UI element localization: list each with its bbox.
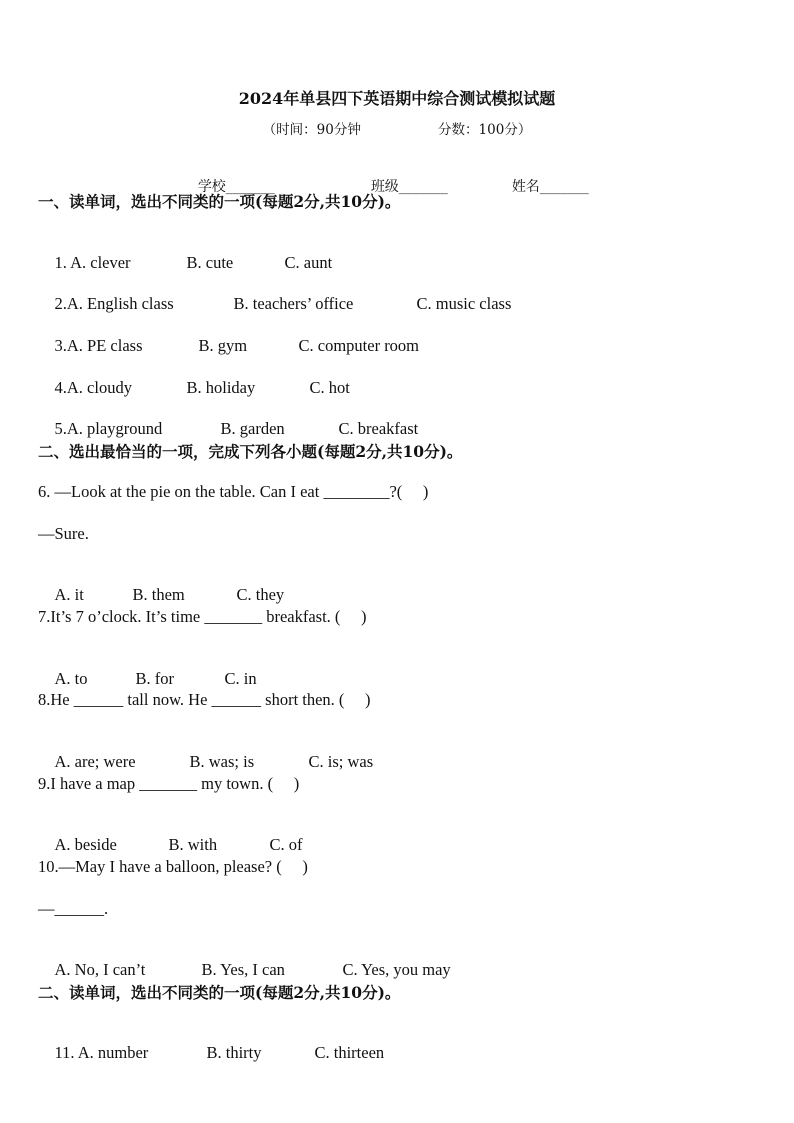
q7-option-a: A. to (54, 669, 88, 688)
section-3-heading: 二、读单词，选出不同类的一项(每题2分,共10分)。 (38, 983, 401, 1002)
q8-option-c: C. is; was (308, 752, 374, 771)
q2-option-c: C. music class (416, 294, 512, 313)
q5-option-b: B. garden (220, 419, 285, 438)
q11-option-a: 11. A. number (54, 1043, 149, 1062)
q10-option-a: A. No, I can’t (54, 960, 146, 979)
page-title: 2024年单县四下英语期中综合测试模拟试题 (238, 89, 556, 108)
section-2-heading: 二、选出最恰当的一项，完成下列各小题(每题2分,共10分)。 (38, 442, 463, 461)
q8-option-a: A. are; were (54, 752, 136, 771)
question-10-reply: —______. (38, 899, 109, 918)
q10-option-c: C. Yes, you may (342, 960, 451, 979)
school-field: 学校_______ (197, 179, 275, 195)
q2-option-b: B. teachers’ office (233, 294, 354, 313)
question-11 (38, 1023, 384, 1083)
q11-option-b: B. thirty (206, 1043, 262, 1062)
q6-option-b: B. them (132, 585, 185, 604)
q4-option-c: C. hot (309, 378, 350, 397)
q3-option-c: C. computer room (298, 336, 420, 355)
q8-option-b: B. was; is (189, 752, 255, 771)
q2-option-a: 2.A. English class (54, 294, 174, 313)
q1-option-a: 1. A. clever (54, 253, 131, 272)
q9-option-b: B. with (168, 835, 218, 854)
q9-option-c: C. of (269, 835, 303, 854)
question-6-stem: 6. —Look at the pie on the table. Can I eat ________?( ) (38, 482, 429, 501)
q10-option-b: B. Yes, I can (201, 960, 285, 979)
exam-time-score: （时间：90分钟 分数：100分） (262, 122, 532, 138)
q1-option-c: C. aunt (284, 253, 333, 272)
question-8-stem: 8.He ______ tall now. He ______ short then. ( ) (38, 690, 371, 709)
q11-option-c: C. thirteen (314, 1043, 385, 1062)
q4-option-b: B. holiday (186, 378, 256, 397)
q6-option-a: A. it (54, 585, 84, 604)
q5-option-a: 5.A. playground (54, 419, 163, 438)
question-9-stem: 9.I have a map _______ my town. ( ) (38, 774, 300, 793)
q3-option-b: B. gym (198, 336, 248, 355)
q4-option-a: 4.A. cloudy (54, 378, 132, 397)
q7-option-b: B. for (135, 669, 174, 688)
q6-option-c: C. they (236, 585, 285, 604)
question-10-stem: 10.—May I have a balloon, please? ( ) (38, 857, 308, 876)
question-7-stem: 7.It’s 7 o’clock. It’s time _______ breakfast. ( ) (38, 607, 367, 626)
q9-option-a: A. beside (54, 835, 117, 854)
q5-option-c: C. breakfast (338, 419, 419, 438)
name-field: 姓名_______ (511, 179, 589, 195)
q7-option-c: C. in (224, 669, 257, 688)
question-6-reply: —Sure. (38, 524, 89, 543)
q1-option-b: B. cute (186, 253, 234, 272)
class-field: 班级_______ (370, 179, 448, 195)
q3-option-a: 3.A. PE class (54, 336, 143, 355)
section-1-heading: 一、读单词，选出不同类的一项(每题2分,共10分)。 (38, 192, 401, 211)
